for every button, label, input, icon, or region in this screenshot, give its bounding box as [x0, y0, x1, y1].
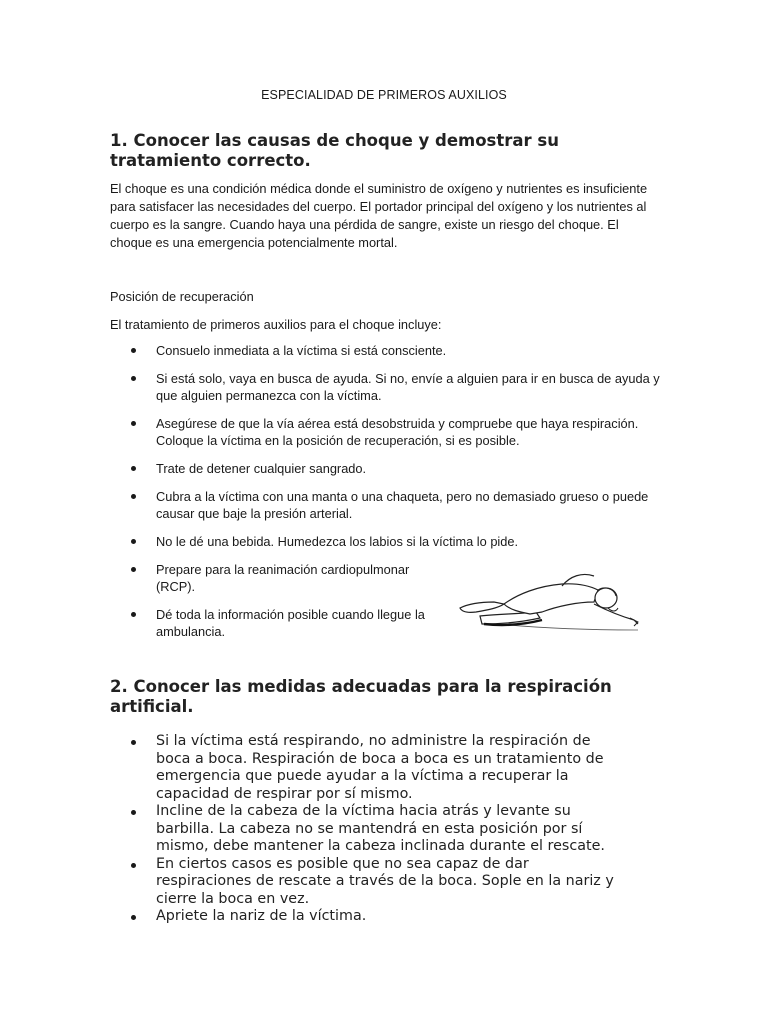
recovery-position-illustration-icon: [458, 568, 642, 638]
list-item: [110, 415, 670, 449]
bullet-icon: [131, 466, 136, 471]
intro-line: para satisfacer las necesidades del cuerpo. El portador principal del oxígeno y los nutrientes al: [110, 199, 647, 214]
bullet-icon: [131, 810, 136, 815]
bullet-icon: [131, 348, 136, 353]
list-item-text: Cubra a la víctima con una manta o una chaqueta, pero no demasiado grueso o puede: [156, 489, 649, 504]
list-item-text: Coloque la víctima en la posición de recuperación, si es posible.: [156, 433, 520, 448]
list-item: [110, 370, 670, 404]
list-item-text: Si la víctima está respirando, no administre la respiración de: [156, 733, 591, 749]
list-item-text: Trate de detener cualquier sangrado.: [156, 461, 367, 476]
list-item-text: Prepare para la reanimación cardiopulmonar: [156, 562, 410, 577]
list-item-text: capacidad de respirar por sí mismo.: [156, 785, 413, 802]
list-item: [110, 460, 670, 477]
list-item: [110, 488, 670, 522]
document-title: ESPECIALIDAD DE PRIMEROS AUXILIOS: [261, 88, 507, 102]
bullet-icon: [131, 740, 136, 745]
treatment-intro: El tratamiento de primeros auxilios para el choque incluye:: [110, 317, 442, 332]
section-1-heading-line-2: tratamiento correcto.: [110, 151, 311, 170]
intro-line: El choque es una condición médica donde el suministro de oxígeno y nutrientes es insuficiente: [110, 181, 648, 196]
list-item: [110, 533, 670, 550]
list-item-text: causar que baje la presión arterial.: [156, 506, 353, 521]
list-item: [110, 908, 670, 926]
list-item: [110, 803, 670, 856]
list-item: [110, 856, 670, 909]
list-item-text: ambulancia.: [156, 624, 226, 639]
section-1-heading: [110, 131, 650, 171]
list-item-text: Apriete la nariz de la víctima.: [156, 908, 367, 924]
list-item-text: Si está solo, vaya en busca de ayuda. Si no, envíe a alguien para ir en busca de ayuda y: [156, 371, 660, 386]
list-item-text: mismo, debe mantener la cabeza inclinada durante el rescate.: [156, 838, 605, 854]
list-item-text: Consuelo inmediata a la víctima si está consciente.: [156, 343, 447, 358]
bullet-icon: [131, 421, 136, 426]
intro-line: choque es una emergencia potencialmente mortal.: [110, 235, 398, 250]
intro-line: cuerpo es la sangre. Cuando haya una pérdida de sangre, existe un riesgo del choque. El: [110, 217, 619, 232]
list-item-text: No le dé una bebida. Humedezca los labios si la víctima lo pide.: [156, 534, 519, 549]
bullet-icon: [131, 863, 136, 868]
list-item-text: (RCP).: [156, 579, 196, 594]
list-item: [110, 561, 446, 595]
list-item: [110, 733, 670, 803]
list-item-text: barbilla. La cabeza no se mantendrá en esta posición por sí: [156, 820, 583, 837]
section-2-heading-line-2: artificial.: [110, 697, 194, 716]
bullet-icon: [131, 539, 136, 544]
recovery-position-label: Posición de recuperación: [110, 289, 254, 304]
list-item-text: respiraciones de rescate a través de la boca. Sople en la nariz y: [156, 873, 614, 889]
list-item-text: En ciertos casos es posible que no sea capaz de dar: [156, 855, 529, 872]
list-item-text: boca a boca. Respiración de boca a boca es un tratamiento de: [156, 750, 604, 767]
bullet-icon: [131, 567, 136, 572]
section-2-heading-line-1: 2. Conocer las medidas adecuadas para la respiración: [110, 677, 612, 696]
bullet-icon: [131, 376, 136, 381]
list-item-text: cierre la boca en vez.: [156, 890, 310, 907]
list-item-text: Dé toda la información posible cuando llegue la: [156, 607, 425, 622]
section-2-heading: [110, 677, 650, 717]
list-item-text: Incline de la cabeza de la víctima hacia atrás y levante su: [156, 803, 571, 819]
shock-intro-paragraph: [110, 180, 658, 252]
bullet-icon: [131, 494, 136, 499]
list-item-text: que alguien permanezca con la víctima.: [156, 388, 382, 403]
list-item: [110, 342, 670, 359]
bullet-icon: [131, 915, 136, 920]
bullet-icon: [131, 612, 136, 617]
artificial-respiration-list: [110, 733, 670, 926]
list-item-text: Asegúrese de que la vía aérea está desobstruida y compruebe que haya respiración.: [156, 416, 639, 431]
list-item: [110, 606, 446, 640]
list-item-text: emergencia que puede ayudar a la víctima a recuperar la: [156, 768, 569, 784]
section-1-heading-line-1: 1. Conocer las causas de choque y demostrar su: [110, 131, 559, 150]
